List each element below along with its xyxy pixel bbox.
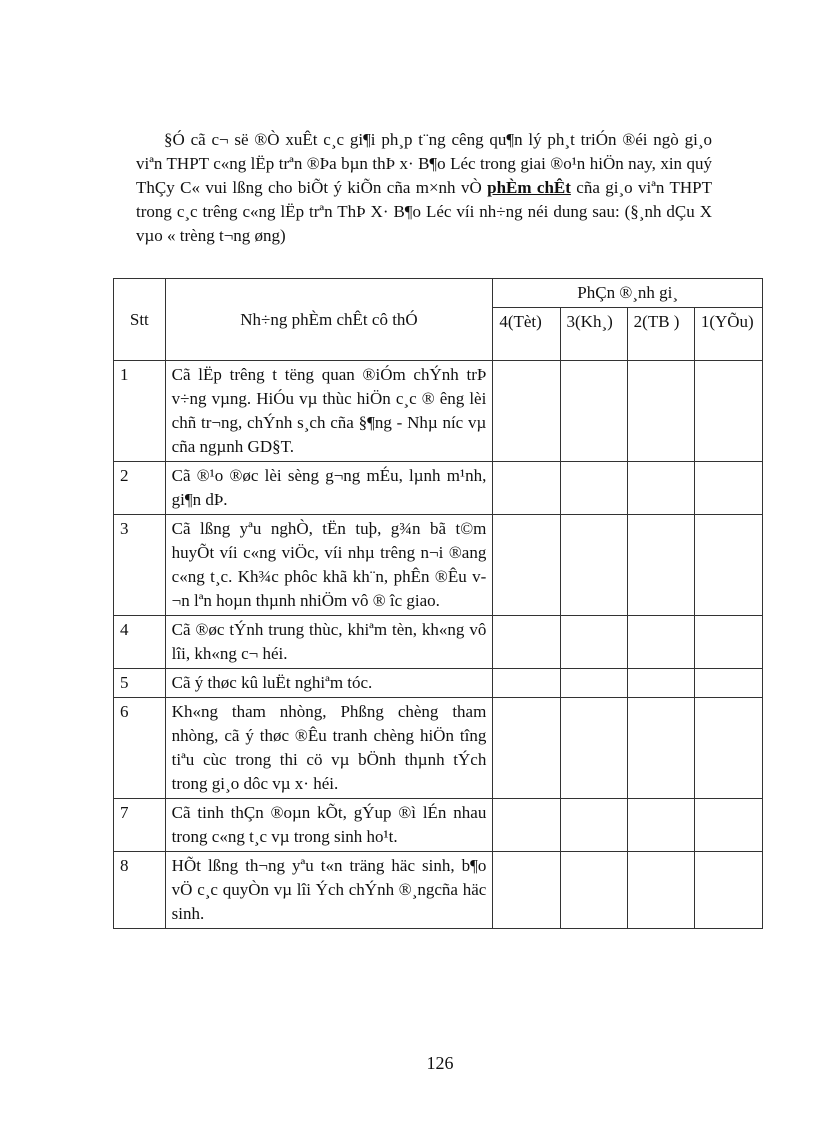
rating-cell-fair[interactable] — [560, 462, 627, 515]
rating-cell-good[interactable] — [493, 515, 560, 616]
rating-cell-good[interactable] — [493, 361, 560, 462]
rating-cell-weak[interactable] — [694, 616, 762, 669]
row-item: Cã tinh thÇn ®oµn kÕt, gÝup ®ì lÉn nhau trong c«ng t¸c vµ trong sinh ho¹t. — [165, 799, 493, 852]
intro-text-before: §Ó cã c¬ së ®Ò xuÊt c¸c gi¶i ph¸p t¨ng cêng qu¶n lý ph¸t triÓn ®éi ngò gi¸o viªn THPT c«ng lËp trªn ®Þa bµn thÞ x· B¶o Léc trong giai ®o¹n hiÖn nay, xin quý ThÇy C« vui lßng cho biÕt ý kiÕn cña m×nh vÒ — [136, 130, 712, 197]
rating-cell-weak[interactable] — [694, 669, 762, 698]
rating-cell-fair[interactable] — [560, 669, 627, 698]
table-row — [114, 361, 763, 462]
table-row — [114, 616, 763, 669]
row-stt: 3 — [114, 515, 166, 616]
rating-cell-weak[interactable] — [694, 799, 762, 852]
rating-cell-weak[interactable] — [694, 852, 762, 929]
rating-cell-weak[interactable] — [694, 462, 762, 515]
rating-cell-fair[interactable] — [560, 515, 627, 616]
table-row — [114, 515, 763, 616]
header-grade-average: 2(TB ) — [627, 308, 694, 361]
header-assessment: PhÇn ®¸nh gi¸ — [493, 279, 763, 308]
rating-cell-weak[interactable] — [694, 698, 762, 799]
rating-cell-good[interactable] — [493, 799, 560, 852]
rating-cell-weak[interactable] — [694, 361, 762, 462]
survey-table — [113, 278, 763, 929]
rating-cell-average[interactable] — [627, 698, 694, 799]
rating-cell-good[interactable] — [493, 852, 560, 929]
header-grade-good: 4(Tèt) — [493, 308, 560, 361]
row-item: Cã lßng yªu nghÒ, tËn tuþ, g¾n bã t©m huyÕt víi c«ng viÖc, víi nhµ trêng n¬i ®ang c«ng t¸c. Kh¾c phôc khã kh¨n, phÊn ®Êu v¬n lªn hoµn thµnh nhiÖm vô ® îc giao. — [165, 515, 493, 616]
table-header-row — [114, 279, 763, 308]
rating-cell-weak[interactable] — [694, 515, 762, 616]
rating-cell-fair[interactable] — [560, 799, 627, 852]
rating-cell-average[interactable] — [627, 361, 694, 462]
rating-cell-average[interactable] — [627, 462, 694, 515]
row-item: Cã ®¹o ®øc lèi sèng g¬ng mÉu, lµnh m¹nh, gi¶n dÞ. — [165, 462, 493, 515]
row-stt: 8 — [114, 852, 166, 929]
rating-cell-good[interactable] — [493, 669, 560, 698]
table-row — [114, 852, 763, 929]
rating-cell-average[interactable] — [627, 616, 694, 669]
header-item: Nh÷ng phÈm chÊt cô thÓ — [165, 279, 493, 361]
row-stt: 5 — [114, 669, 166, 698]
row-stt: 1 — [114, 361, 166, 462]
row-item: Cã ®øc tÝnh trung thùc, khiªm tèn, kh«ng vô lîi, kh«ng c¬ héi. — [165, 616, 493, 669]
table-row — [114, 462, 763, 515]
rating-cell-good[interactable] — [493, 698, 560, 799]
page-number: 126 — [426, 1053, 454, 1073]
row-item: Cã ý thøc kû luËt nghiªm tóc. — [165, 669, 493, 698]
rating-cell-fair[interactable] — [560, 616, 627, 669]
table-row — [114, 799, 763, 852]
table-row — [114, 698, 763, 799]
header-stt: Stt — [114, 279, 166, 361]
row-item: HÕt lßng th¬ng yªu t«n träng häc sinh, b¶o vÖ c¸c quyÒn vµ lîi Ých chÝnh ®¸ngcña häc sinh. — [165, 852, 493, 929]
row-item: Kh«ng tham nhòng, Phßng chèng tham nhòng, cã ý thøc ®Êu tranh chèng hiÖn tîng tiªu cùc trong thi cö vµ bÖnh thµnh tÝch trong gi¸o dôc vµ x· héi. — [165, 698, 493, 799]
header-grade-fair: 3(Kh¸) — [560, 308, 627, 361]
rating-cell-fair[interactable] — [560, 698, 627, 799]
rating-cell-average[interactable] — [627, 799, 694, 852]
rating-cell-fair[interactable] — [560, 852, 627, 929]
row-item: Cã lËp trêng t tëng quan ®iÓm chÝnh trÞ v÷ng vµng. HiÓu vµ thùc hiÖn c¸c ® êng lèi chñ tr¬ng, chÝnh s¸ch cña §¶ng - Nhµ níc vµ cña ngµnh GD§T. — [165, 361, 493, 462]
rating-cell-fair[interactable] — [560, 361, 627, 462]
row-stt: 7 — [114, 799, 166, 852]
rating-cell-good[interactable] — [493, 616, 560, 669]
header-grade-weak: 1(YÕu) — [694, 308, 762, 361]
row-stt: 2 — [114, 462, 166, 515]
rating-cell-good[interactable] — [493, 462, 560, 515]
intro-text-after: cña gi¸o viªn THPT trong c¸c trêng c«ng lËp trªn ThÞ X· B¶o Léc víi nh÷ng néi dung sau: (§¸nh dÇu X vµo « trèng t¬ng øng) — [136, 178, 713, 245]
intro-emphasis: phÈm chÊt — [487, 178, 571, 197]
table-row — [114, 669, 763, 698]
rating-cell-average[interactable] — [627, 515, 694, 616]
row-stt: 4 — [114, 616, 166, 669]
rating-cell-average[interactable] — [627, 852, 694, 929]
row-stt: 6 — [114, 698, 166, 799]
intro-paragraph — [136, 128, 712, 248]
rating-cell-average[interactable] — [627, 669, 694, 698]
